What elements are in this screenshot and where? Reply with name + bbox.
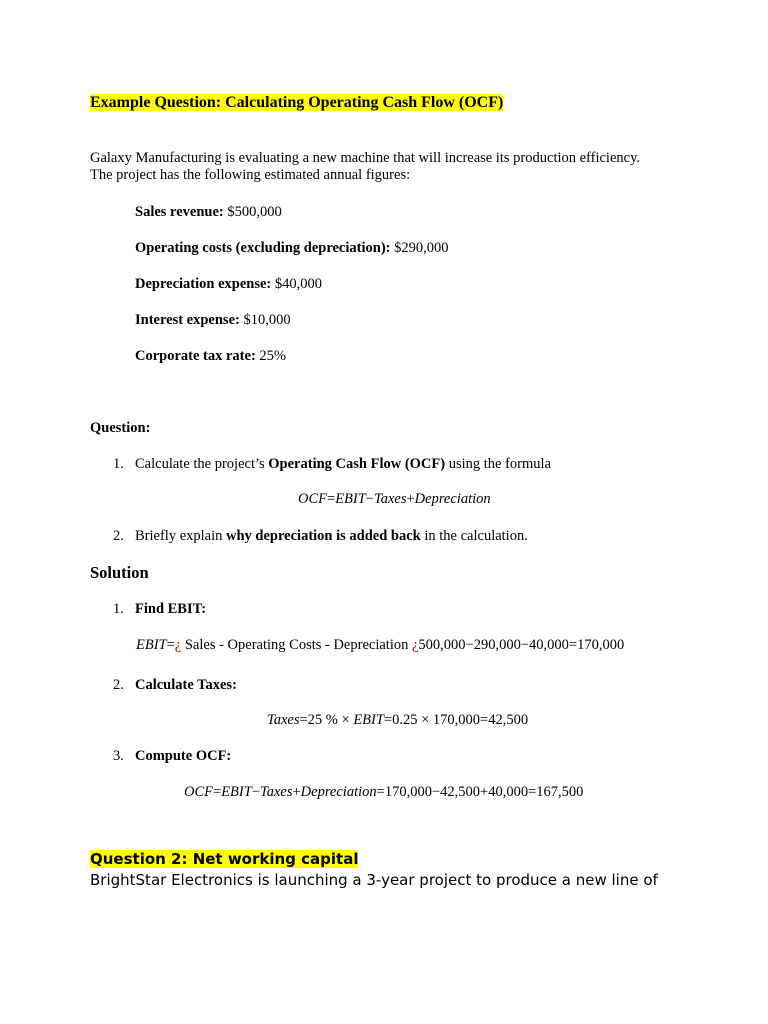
formula-operator: + [292,784,301,800]
formula-term: Taxes [373,491,407,507]
question-item-2 [135,528,528,545]
question-item-text: in the calculation. [420,528,528,544]
ocf-formula [298,491,491,508]
figure-label: Interest expense: [135,312,240,328]
formula-operator: = [213,784,222,800]
question-item-text: Calculate the project’s [135,456,269,472]
figure-depreciation-expense [135,276,322,293]
solution-step-1-title: Find EBIT: [135,601,207,617]
formula-term: EBIT [353,712,384,728]
formula-term: EBIT [136,637,167,653]
question-heading: Question: [90,420,151,436]
figure-value: $290,000 [390,240,449,256]
error-glyph: ¿ [174,637,182,653]
question-item-text: Briefly explain [135,528,227,544]
figure-label: Corporate tax rate: [135,348,256,364]
question-item-2-number: 2. [113,528,124,544]
question-item-bold: Operating Cash Flow (OCF) [268,456,446,472]
question2-title-text: Question 2: Net working capital [90,850,359,868]
figure-value: $10,000 [239,312,291,328]
formula-result: =170,000−42,500+40,000=167,500 [376,784,584,800]
ocf-solution-formula [184,784,583,801]
formula-result: 500,000−290,000−40,000=170,000 [418,637,625,653]
formula-term: Depreciation [414,491,491,507]
solution-step-3-title: Compute OCF: [135,748,232,764]
figure-interest-expense [135,312,291,329]
formula-term: Taxes [267,712,300,728]
formula-operator: − [365,491,374,507]
solution-step-1-number: 1. [113,601,124,617]
question-item-bold: why depreciation is added back [226,528,421,544]
solution-step-2-title: Calculate Taxes: [135,677,237,693]
figure-label: Operating costs (excluding depreciation): [135,240,391,256]
question-item-1-number: 1. [113,456,124,472]
formula-operator: = [166,637,175,653]
formula-result: =0.25 × 170,000=42,500 [383,712,529,728]
formula-operator: + [406,491,415,507]
figure-operating-costs [135,240,448,257]
error-glyph: ¿ [411,637,419,653]
question-item-text: using the formula [445,456,552,472]
formula-term: EBIT [221,784,252,800]
question1-intro [90,150,640,184]
taxes-formula [267,712,528,729]
formula-operator: = [327,491,336,507]
question1-title [90,93,503,112]
figure-value: $500,000 [223,204,282,220]
formula-term: Taxes [259,784,293,800]
formula-operator: − [251,784,260,800]
formula-term: OCF [298,491,327,507]
solution-step-3-number: 3. [113,748,124,764]
question-item-1 [135,456,551,473]
formula-term: EBIT [335,491,366,507]
figure-value: $40,000 [271,276,322,292]
question2-intro: BrightStar Electronics is launching a 3-year project to produce a new line of [90,871,658,889]
formula-text: Sales - Operating Costs - Depreciation [181,637,412,653]
intro-line-2: The project has the following estimated annual figures: [90,167,411,183]
intro-line-1: Galaxy Manufacturing is evaluating a new machine that will increase its production efficiency. [90,150,641,166]
formula-term: OCF [184,784,213,800]
formula-term: Depreciation [300,784,377,800]
solution-heading: Solution [90,563,149,582]
question1-title-text: Example Question: Calculating Operating Cash Flow (OCF) [90,94,504,111]
figure-label: Sales revenue: [135,204,224,220]
question2-title [90,850,358,868]
formula-text: =25 % × [299,712,354,728]
solution-step-2-number: 2. [113,677,124,693]
figure-label: Depreciation expense: [135,276,272,292]
figure-sales-revenue [135,204,282,221]
figure-value: 25% [255,348,286,364]
ebit-formula [136,637,624,654]
figure-tax-rate [135,348,286,365]
